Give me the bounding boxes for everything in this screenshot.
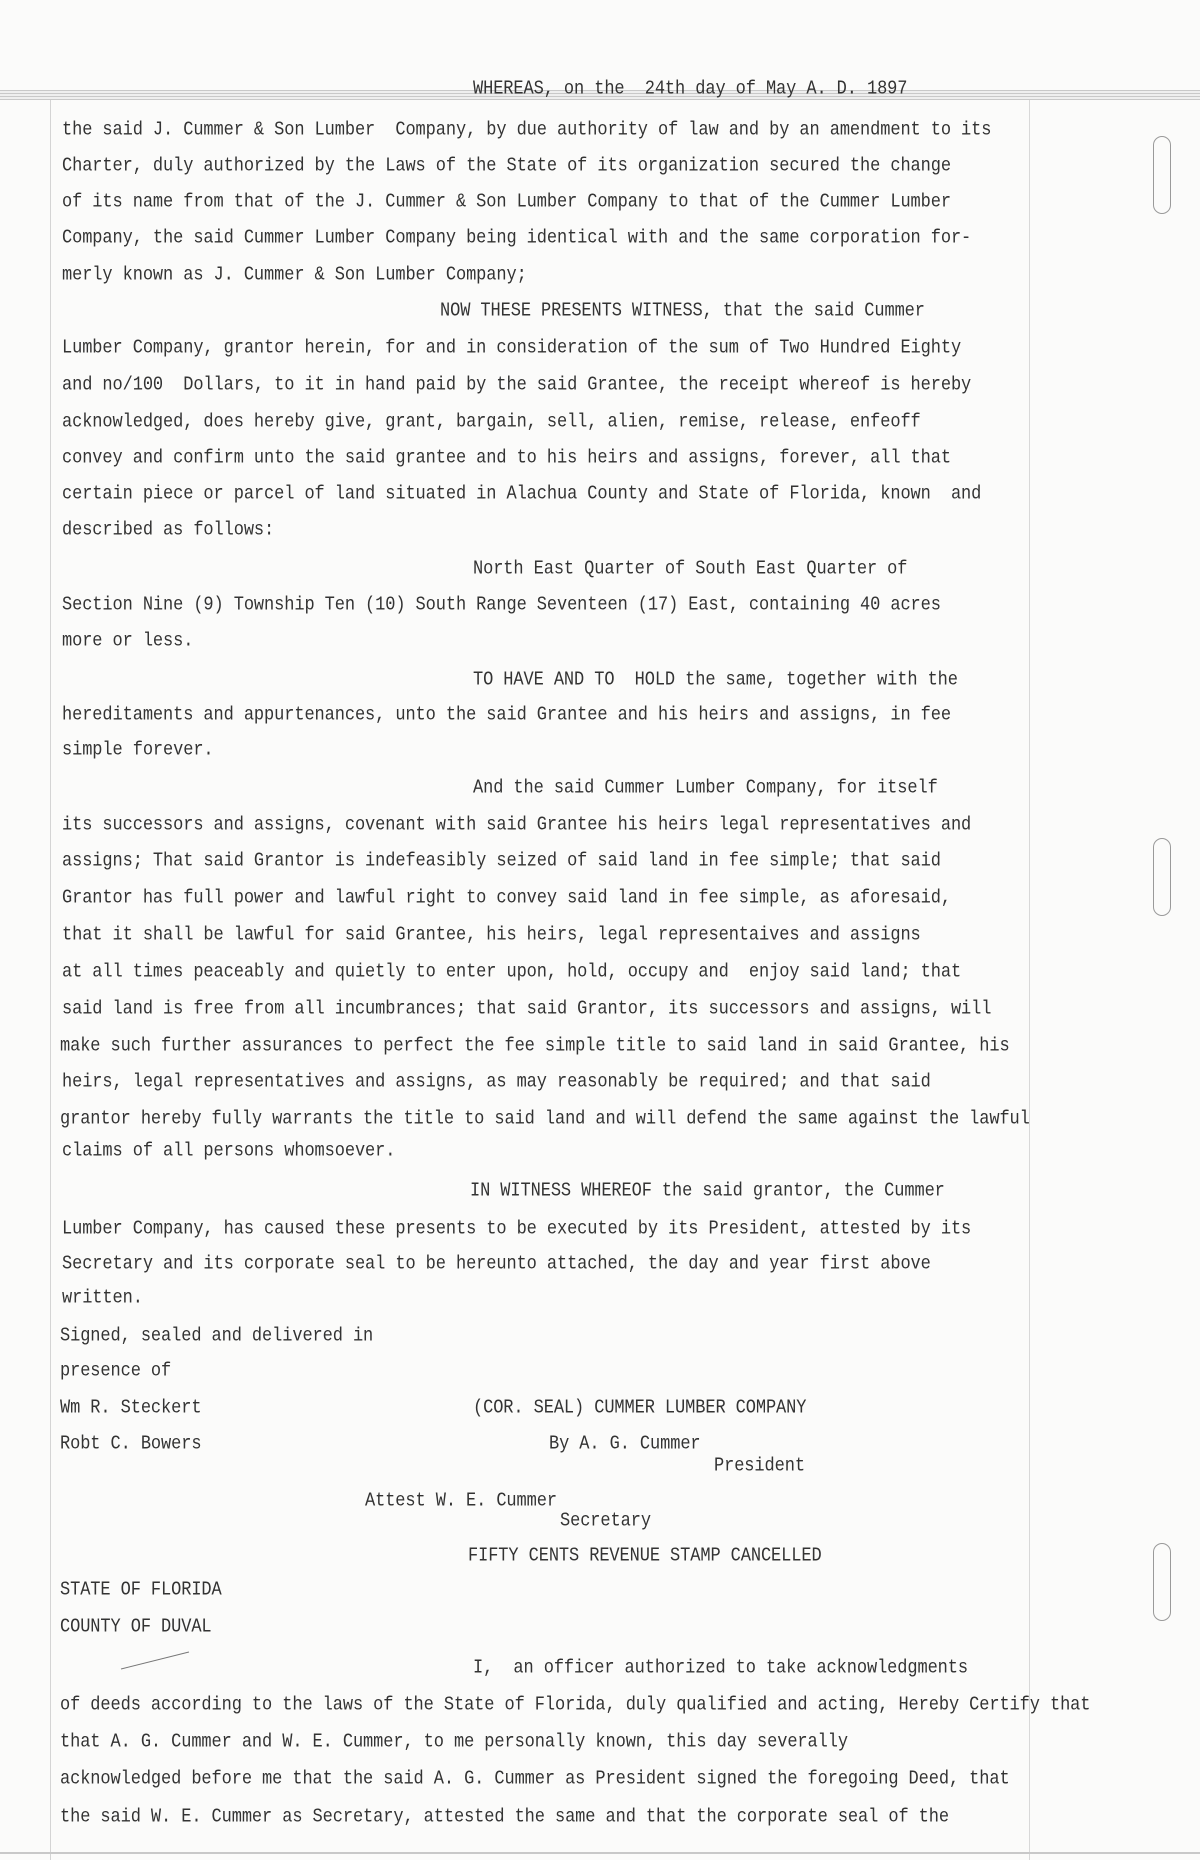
text-line: Grantor has full power and lawful right to convey said land in fee simple, as aforesaid, [62,887,951,910]
text-line: COUNTY OF DUVAL [60,1616,212,1639]
text-line: By A. G. Cummer [549,1433,701,1456]
text-line: written. [62,1287,143,1310]
right-margin-line [1029,100,1030,1860]
text-line: heirs, legal representatives and assigns, as may reasonably be required; and that said [62,1071,931,1094]
text-line: NOW THESE PRESENTS WITNESS, that the said Cummer [440,300,925,323]
text-line: make such further assurances to perfect the fee simple title to said land in said Grantee, his [60,1035,1010,1058]
text-line: that it shall be lawful for said Grantee, his heirs, legal representaives and assigns [62,924,921,947]
text-line: Company, the said Cummer Lumber Company being identical with and the same corporation for- [62,227,972,250]
text-line: Attest W. E. Cummer [365,1490,557,1513]
text-line: Secretary and its corporate seal to be hereunto attached, the day and year first above [62,1253,931,1276]
text-line: merly known as J. Cummer & Son Lumber Company; [62,264,527,287]
binder-hole-icon [1153,1543,1171,1621]
text-line: (COR. SEAL) CUMMER LUMBER COMPANY [473,1397,807,1420]
text-line: presence of [60,1360,172,1383]
text-line: hereditaments and appurtenances, unto the said Grantee and his heirs and assigns, in fee [62,704,951,727]
binder-hole-icon [1153,136,1171,214]
text-line: claims of all persons whomsoever. [62,1140,396,1163]
binder-hole-icon [1153,838,1171,916]
text-line: STATE OF FLORIDA [60,1579,222,1602]
text-line: Wm R. Steckert [60,1397,202,1420]
text-line: certain piece or parcel of land situated in Alachua County and State of Florida, known and [62,483,982,506]
text-line: grantor hereby fully warrants the title to said land and will defend the same against the lawful [60,1108,1030,1131]
text-line: the said J. Cummer & Son Lumber Company, by due authority of law and by an amendment to its [62,119,992,142]
text-line: Charter, duly authorized by the Laws of the State of its organization secured the change [62,155,951,178]
text-line: Lumber Company, has caused these presents to be executed by its President, attested by its [62,1218,972,1241]
text-line: IN WITNESS WHEREOF the said grantor, the Cummer [470,1180,945,1203]
text-line: Lumber Company, grantor herein, for and in consideration of the sum of Two Hundred Eighty [62,337,962,360]
text-line: North East Quarter of South East Quarter of [473,558,908,581]
text-line: And the said Cummer Lumber Company, for itself [473,777,938,800]
text-line: the said W. E. Cummer as Secretary, attested the same and that the corporate seal of the [60,1806,949,1829]
text-line: assigns; That said Grantor is indefeasibly seized of said land in fee simple; that said [62,850,941,873]
text-line: acknowledged before me that the said A. G. Cummer as President signed the foregoing Deed, that [60,1768,1010,1791]
text-line: at all times peaceably and quietly to enter upon, hold, occupy and enjoy said land; that [62,961,962,984]
pen-mark [121,1652,189,1670]
text-line: FIFTY CENTS REVENUE STAMP CANCELLED [468,1545,822,1568]
text-line: Signed, sealed and delivered in [60,1325,374,1348]
text-line: more or less. [62,630,194,653]
text-line: TO HAVE AND TO HOLD the same, together with the [473,669,958,692]
text-line: said land is free from all incumbrances; that said Grantor, its successors and assigns, will [62,998,992,1021]
bottom-border-rule [0,1852,1200,1854]
text-line: its successors and assigns, covenant with said Grantee his heirs legal representatives and [62,814,972,837]
text-line: and no/100 Dollars, to it in hand paid by the said Grantee, the receipt whereof is hereby [62,374,972,397]
text-line: Robt C. Bowers [60,1433,202,1456]
text-line: WHEREAS, on the 24th day of May A. D. 1897 [473,78,908,101]
text-line: that A. G. Cummer and W. E. Cummer, to me personally known, this day severally [60,1731,848,1754]
text-line: Secretary [560,1510,651,1533]
text-line: I, an officer authorized to take acknowledgments [473,1657,968,1680]
text-line: acknowledged, does hereby give, grant, bargain, sell, alien, remise, release, enfeoff [62,411,921,434]
text-line: Section Nine (9) Township Ten (10) South Range Seventeen (17) East, containing 40 acres [62,594,941,617]
text-line: of its name from that of the J. Cummer & Son Lumber Company to that of the Cummer Lumber [62,191,951,214]
text-line: described as follows: [62,519,275,542]
left-margin-line [50,100,51,1860]
text-line: convey and confirm unto the said grantee and to his heirs and assigns, forever, all that [62,447,951,470]
text-line: President [714,1455,805,1478]
text-line: of deeds according to the laws of the State of Florida, duly qualified and acting, Hereby Certify that [60,1694,1091,1717]
text-line: simple forever. [62,739,214,762]
